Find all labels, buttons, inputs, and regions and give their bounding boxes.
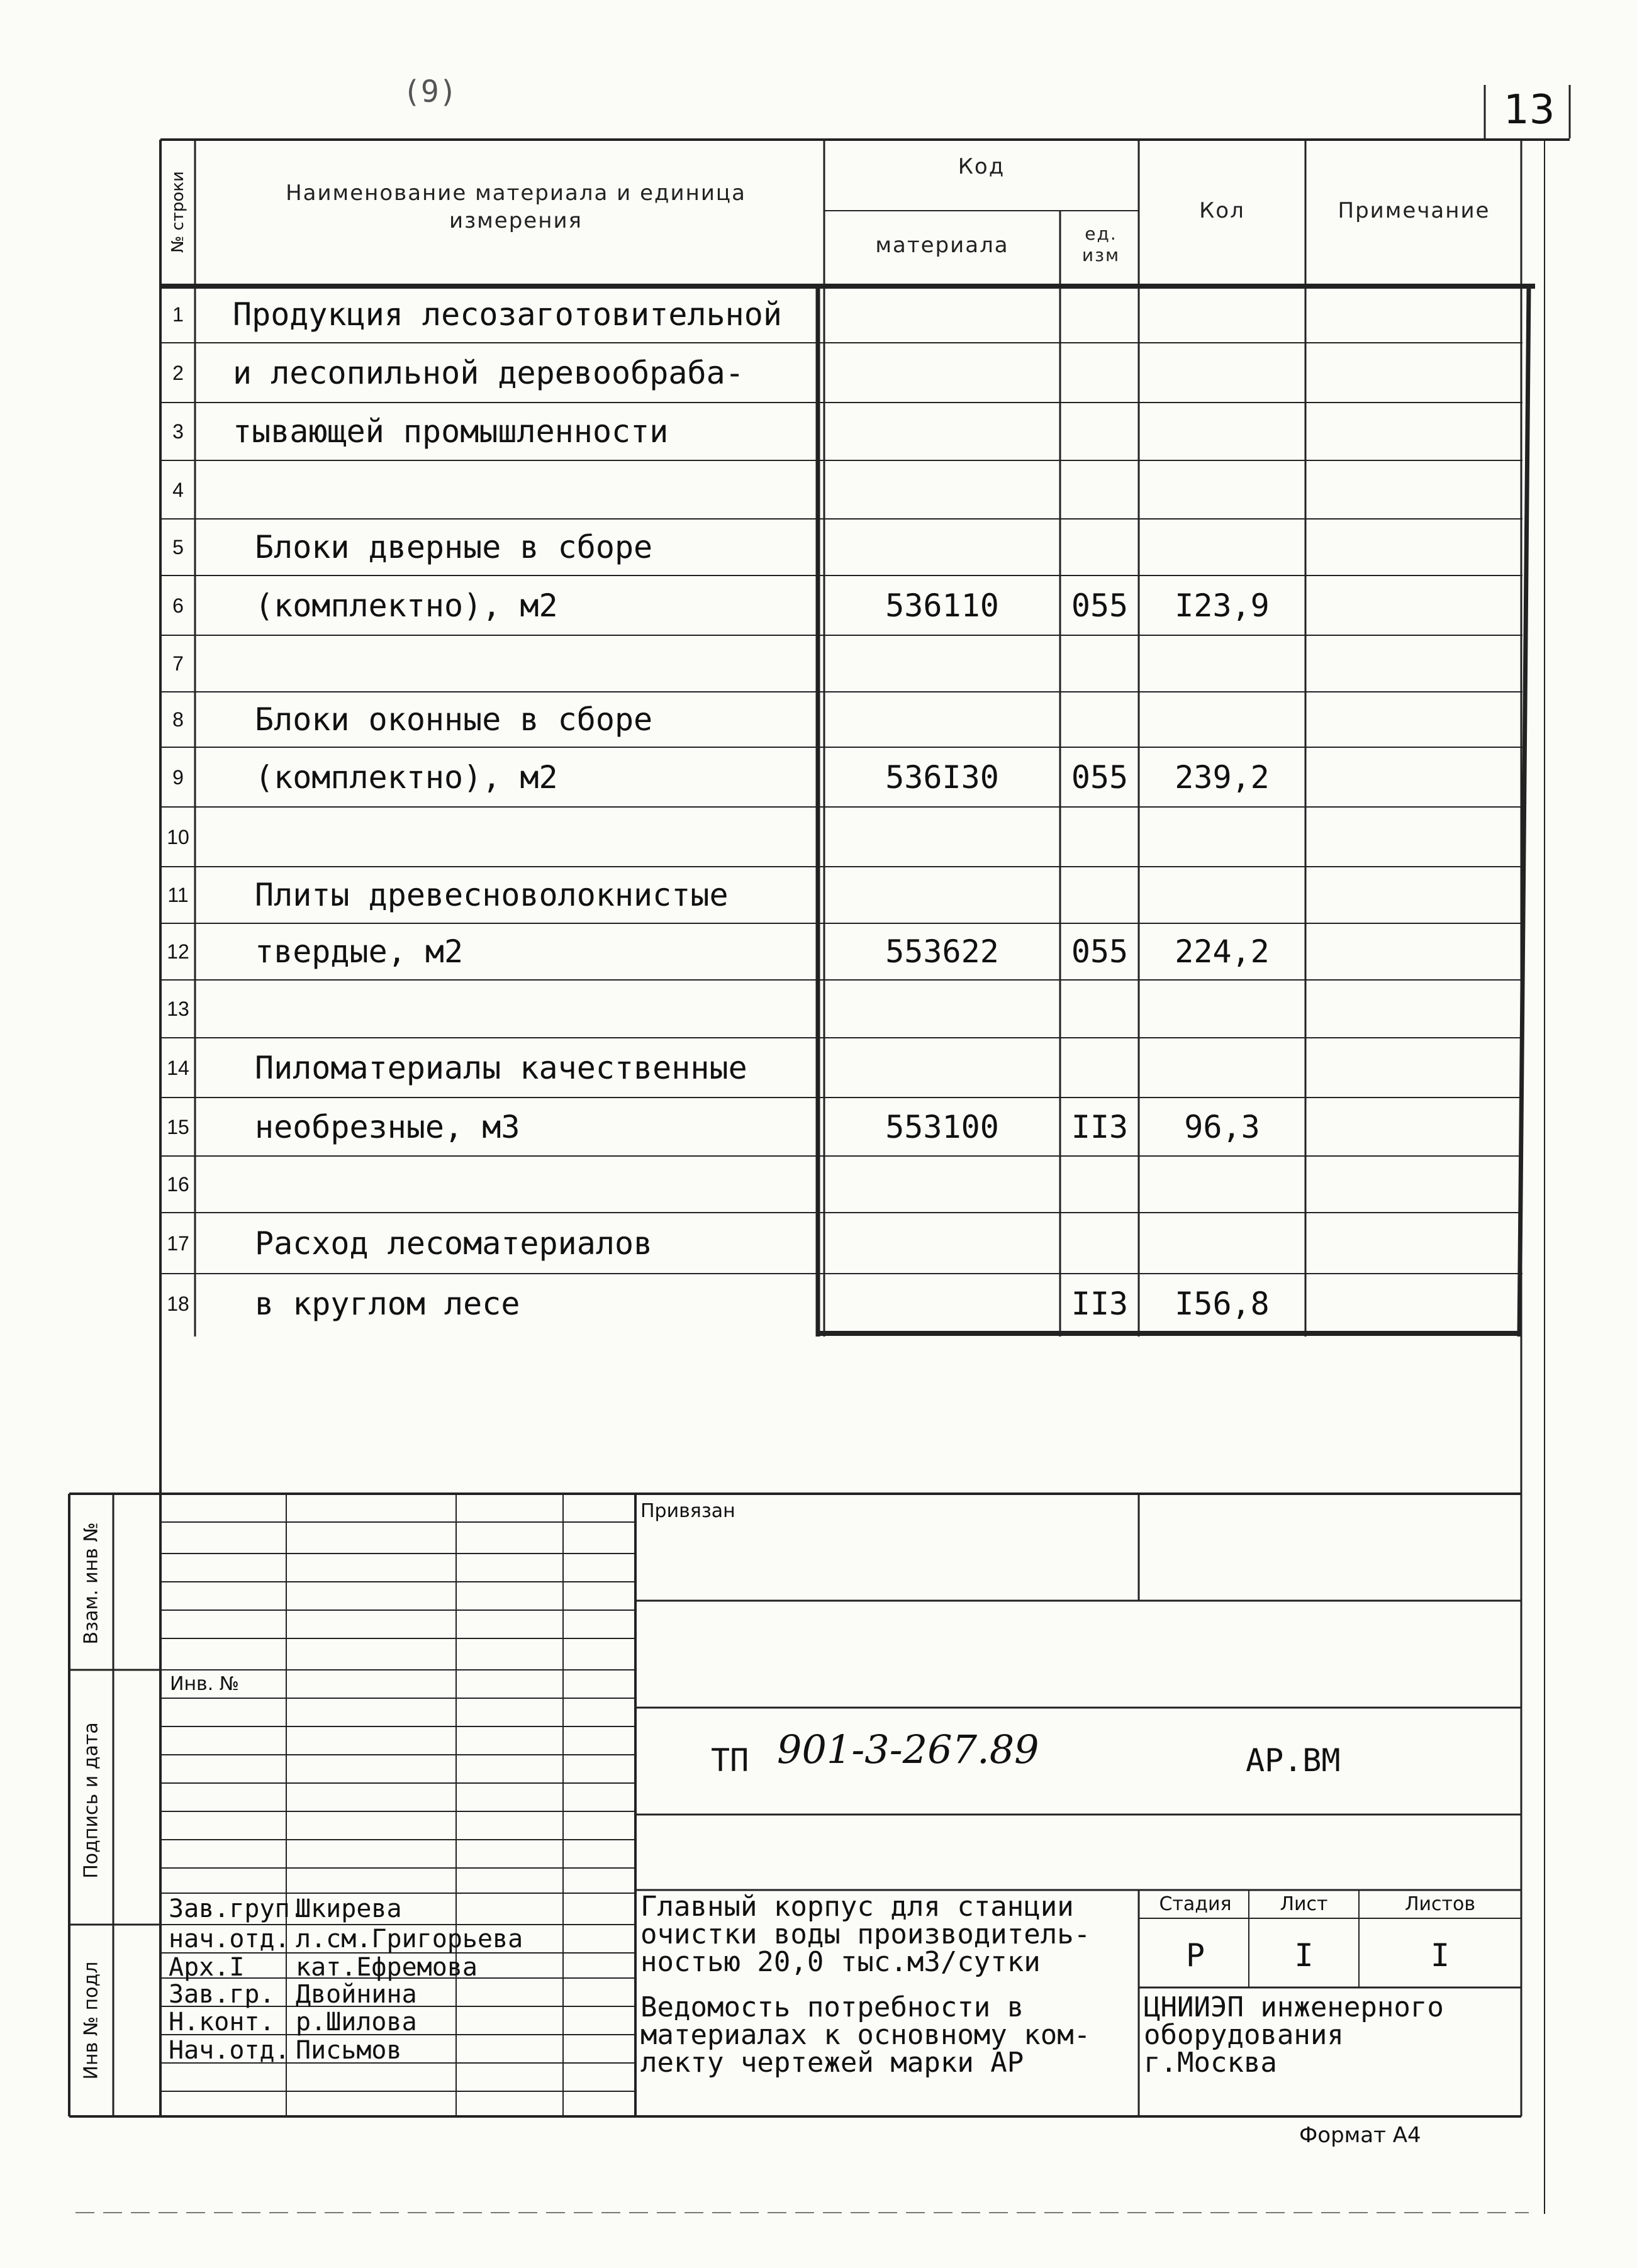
row-number: 10 — [167, 825, 189, 848]
quantity: I56,8 — [1175, 1285, 1270, 1322]
quantity-column-header: Кол — [1199, 198, 1245, 223]
unit-code: 055 — [1071, 933, 1129, 970]
code-column-header: Код — [958, 154, 1005, 179]
sheet-title: Ведомость потребности в материалах к основному ком- лекту чертежей марки АР — [640, 1991, 1091, 2079]
signer-name: кат.Ефремова — [296, 1953, 478, 1982]
material-code: 553622 — [885, 933, 999, 970]
material-name: Плиты древесноволокнистые — [255, 877, 729, 913]
unit-code: 055 — [1071, 759, 1129, 796]
row-number: 11 — [167, 884, 189, 906]
mark-code: АР.ВМ — [1246, 1742, 1341, 1779]
quantity: 224,2 — [1175, 933, 1270, 970]
signer-role: Зав.гр. — [169, 1980, 275, 2009]
quantity: 96,3 — [1184, 1108, 1260, 1145]
page-number: 13 — [1504, 87, 1555, 133]
material-name: в круглом лесе — [255, 1285, 520, 1322]
doc-number: 901-3-267.89 — [777, 1726, 1039, 1772]
row-number: 14 — [167, 1056, 189, 1079]
material-code: 553100 — [885, 1108, 999, 1145]
row-number-header: № строки — [169, 171, 187, 253]
material-name: твердые, м2 — [255, 933, 464, 970]
quantity: I23,9 — [1175, 587, 1270, 624]
unit-code-header: ед. изм — [1081, 223, 1120, 265]
row-number: 18 — [167, 1292, 189, 1315]
signer-name: Письмов — [296, 2036, 402, 2065]
material-name: Продукция лесозаготовительной — [233, 296, 782, 333]
stage-label: Стадия — [1159, 1893, 1232, 1915]
sheet-value: I — [1294, 1937, 1314, 1974]
row-number: 3 — [172, 420, 184, 443]
side-label-replacement-inv: Взам. инв № — [80, 1522, 103, 1645]
row-number: 7 — [172, 652, 184, 675]
signer-role: Зав.груп. — [169, 1894, 305, 1923]
signer-role: Нач.отд. — [169, 2036, 290, 2065]
row-number: 13 — [167, 998, 189, 1020]
row-number: 1 — [172, 303, 184, 326]
row-number: 9 — [172, 765, 184, 789]
signer-role: нач.отд. — [169, 1925, 290, 1954]
row-number: 5 — [172, 536, 184, 559]
row-number: 2 — [172, 361, 184, 384]
doc-code-prefix: ТП — [711, 1742, 749, 1779]
signer-name: Шкирева — [296, 1894, 402, 1923]
unit-code: II3 — [1071, 1108, 1129, 1145]
inventory-number-label: Инв. № — [170, 1673, 240, 1695]
sheet-label: Лист — [1280, 1893, 1328, 1915]
row-number: 6 — [172, 594, 184, 617]
row-number: 8 — [172, 708, 184, 731]
material-name: (комплектно), м2 — [255, 587, 558, 624]
signer-role: Н.конт. — [169, 2008, 275, 2037]
name-column-header: Наименование материала и единица измерения — [286, 181, 746, 233]
row-number: 17 — [167, 1231, 189, 1255]
material-code: 536I30 — [885, 759, 999, 796]
organization: ЦНИИЭП инженерного оборудования г.Москва — [1144, 1991, 1444, 2079]
unit-code: 055 — [1071, 587, 1129, 624]
material-name: Расход лесоматериалов — [255, 1225, 653, 1262]
row-number: 4 — [172, 478, 184, 501]
sheets-label: Листов — [1404, 1893, 1476, 1915]
note-column-header: Примечание — [1338, 198, 1490, 223]
signer-name: л.см.Григорьева — [296, 1925, 523, 1954]
project-title: Главный корпус для станции очистки воды производитель- ностью 20,0 тыс.м3/сутки — [640, 1891, 1091, 1978]
row-number: 12 — [167, 940, 189, 963]
top-mark: (9) — [403, 74, 457, 109]
attached-label: Привязан — [640, 1500, 735, 1522]
material-name: Блоки оконные в сборе — [255, 701, 653, 738]
signer-role: Арх.I — [169, 1953, 245, 1982]
stage-value: Р — [1185, 1937, 1205, 1974]
material-name: необрезные, м3 — [255, 1108, 520, 1145]
material-name: Пиломатериалы качественные — [255, 1049, 747, 1086]
format-label: Формат A4 — [1299, 2123, 1421, 2148]
sheets-value: I — [1430, 1937, 1450, 1974]
row-number: 15 — [167, 1115, 189, 1138]
material-code-header: материала — [875, 233, 1009, 258]
signer-name: р.Шилова — [296, 2008, 417, 2037]
signer-name: Двойнина — [296, 1980, 417, 2009]
material-name: и лесопильной деревообраба- — [233, 354, 744, 391]
quantity: 239,2 — [1175, 759, 1270, 796]
material-code: 536110 — [885, 587, 999, 624]
unit-code: II3 — [1071, 1285, 1129, 1322]
row-number: 16 — [167, 1173, 189, 1196]
side-label-original-inv: Инв № подл — [80, 1961, 103, 2080]
side-label-signature-date: Подпись и дата — [80, 1722, 103, 1879]
material-name: (комплектно), м2 — [255, 759, 558, 796]
material-name: тывающей промышленности — [233, 413, 669, 450]
material-name: Блоки дверные в сборе — [255, 529, 653, 565]
